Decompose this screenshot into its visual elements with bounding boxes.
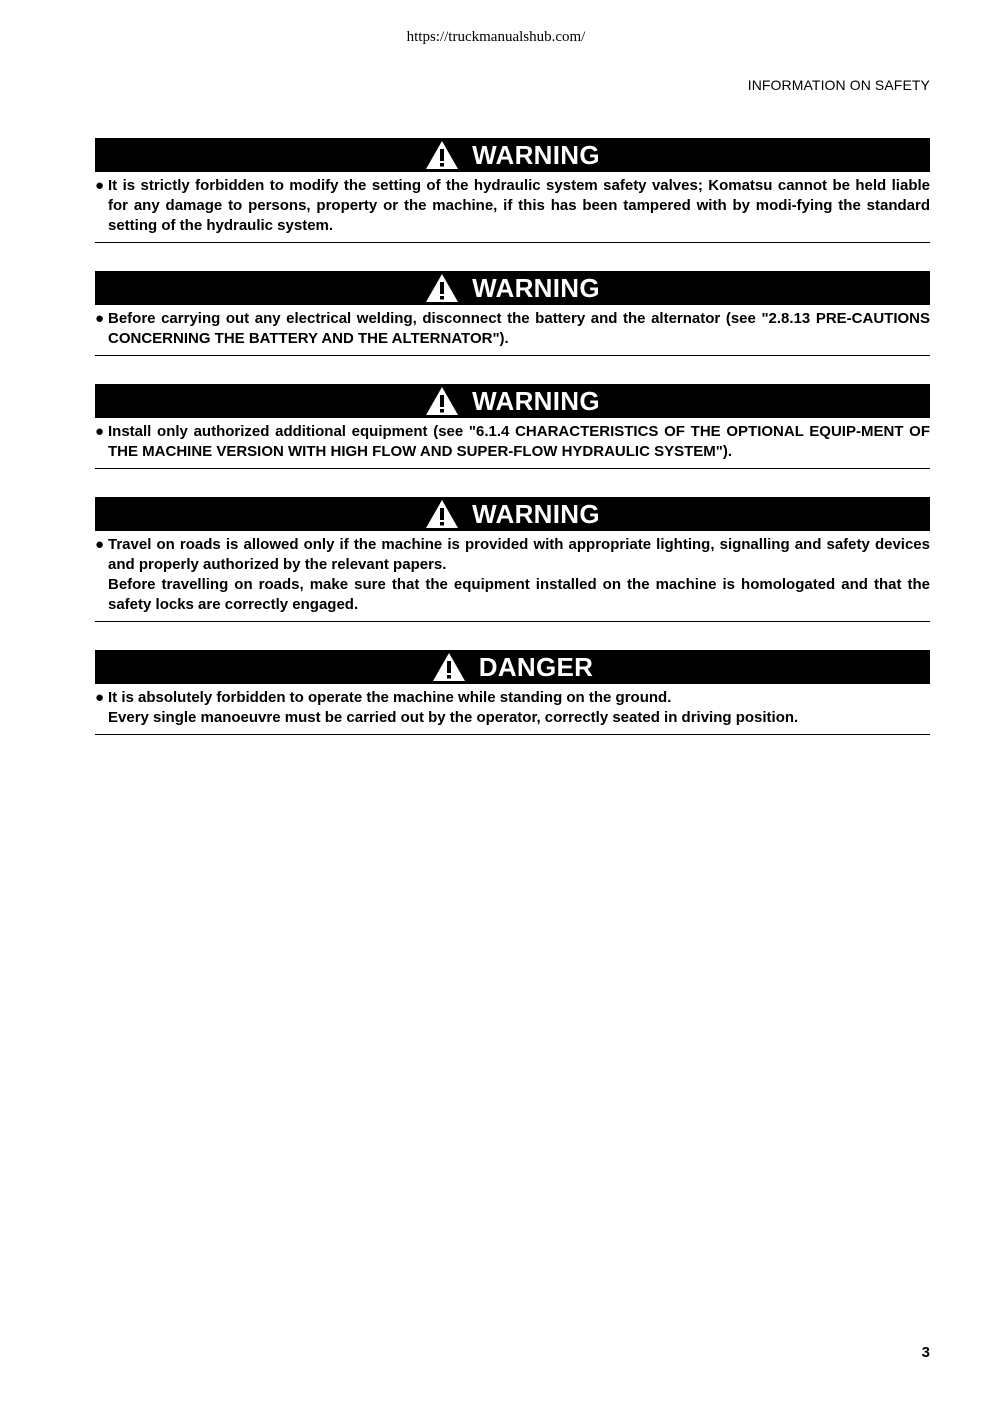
bullet-marker: ● <box>95 423 105 440</box>
notice-paragraph: It is strictly forbidden to modify the setting of the hydraulic system safety valves; Komatsu cannot be held liable for any damage to persons, property or the machine, if this has been tampered with by modi-fying the standard setting of the hydraulic system. <box>108 177 930 234</box>
notice-paragraph: Travel on roads is allowed only if the machine is provided with appropriate lighting, signalling and safety devices and properly authorized by the relevant papers. <box>108 536 930 573</box>
section-header: INFORMATION ON SAFETY <box>747 77 930 93</box>
notice-banner <box>95 271 930 305</box>
notice-label: WARNING <box>472 499 600 529</box>
notice-banner <box>95 497 930 531</box>
notice-label: WARNING <box>472 273 600 303</box>
notice-body <box>95 684 930 734</box>
notice-body <box>95 172 930 242</box>
notice-label: WARNING <box>472 386 600 416</box>
notice-banner <box>95 384 930 418</box>
notice-banner <box>95 650 930 684</box>
bullet-marker: ● <box>95 177 105 194</box>
notice-paragraph: Before carrying out any electrical welding, disconnect the battery and the alternator (see "2.8.13 PRE-CAUTIONS CONCERNING THE BATTERY AND THE ALTERNATOR"). <box>108 310 930 347</box>
notice-paragraph: Install only authorized additional equipment (see "6.1.4 CHARACTERISTICS OF THE OPTIONAL EQUIP-MENT OF THE MACHINE VERSION WITH HIGH FLOW AND SUPER-FLOW HYDRAULIC SYSTEM"). <box>108 423 930 460</box>
bullet-marker: ● <box>95 310 105 327</box>
warning-triangle-icon <box>425 386 459 416</box>
notice-paragraph: Every single manoeuvre must be carried out by the operator, correctly seated in driving position. <box>108 709 799 726</box>
notice-banner <box>95 138 930 172</box>
notice-paragraph: It is absolutely forbidden to operate the machine while standing on the ground. <box>108 689 672 706</box>
notice-body <box>95 305 930 355</box>
bullet-marker: ● <box>95 689 105 706</box>
source-url[interactable]: https://truckmanualshub.com/ <box>406 29 586 45</box>
warning-notice-2 <box>95 271 930 356</box>
warning-notice-1 <box>95 138 930 243</box>
warning-triangle-icon <box>425 140 459 170</box>
danger-notice <box>95 650 930 735</box>
warning-triangle-icon <box>425 273 459 303</box>
notice-label: WARNING <box>472 140 600 170</box>
notice-paragraph: Before travelling on roads, make sure that the equipment installed on the machine is homologated and that the safety locks are correctly engaged. <box>108 576 930 613</box>
bullet-marker: ● <box>95 536 105 553</box>
warning-notice-4 <box>95 497 930 622</box>
warning-triangle-icon <box>432 652 466 682</box>
notice-body <box>95 418 930 468</box>
warning-notice-3 <box>95 384 930 469</box>
page-number: 3 <box>921 1344 930 1361</box>
notice-label: DANGER <box>478 652 594 682</box>
notice-body <box>95 531 930 621</box>
warning-triangle-icon <box>425 499 459 529</box>
